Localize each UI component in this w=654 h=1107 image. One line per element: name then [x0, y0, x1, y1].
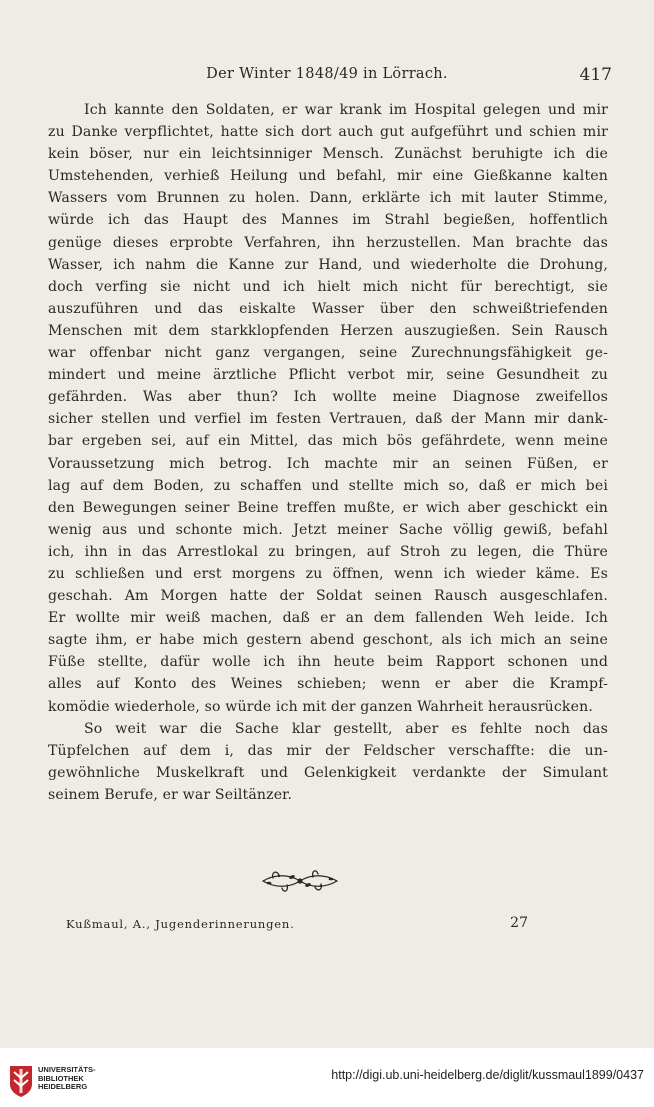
text-line: bar ergeben sei, auf ein Mittel, das mich bös gefährdete, wenn meine	[48, 433, 608, 450]
text-line: sicher stellen und verfiel im festen Vertrauen, daß der Mann mir dank-	[48, 411, 608, 428]
text-line: geschah. Am Morgen hatte der Soldat seinen Rausch ausgeschlafen.	[48, 588, 608, 605]
text-line: kein böser, nur ein leichtsinniger Mensch. Zunächst beruhigte ich die	[48, 146, 608, 163]
running-head	[42, 66, 612, 90]
text-line: war offenbar nicht ganz vergangen, seine Zurechnungsfähigkeit ge-	[48, 345, 608, 362]
text-line: Menschen mit dem starkklopfenden Herzen auszugießen. Sein Rausch	[48, 322, 608, 339]
body-text	[48, 99, 608, 806]
text-line: doch verfing sie nicht und ich hielt mich nicht für berechtigt, sie	[48, 278, 608, 295]
text-line: So weit war die Sache klar gestellt, aber es fehlte noch das	[84, 720, 608, 737]
text-line: sagte ihm, er habe mich gestern abend geschont, als ich mich an seine	[48, 632, 608, 649]
text-line: Ich kannte den Soldaten, er war krank im Hospital gelegen und mir	[84, 102, 608, 118]
library-crest-icon	[8, 1064, 34, 1098]
text-line: gefährden. Was aber thun? Ich wollte meine Diagnose zweifellos	[48, 389, 608, 406]
text-line: alles auf Konto des Weines schieben; wenn er aber die Krampf-	[48, 676, 608, 693]
text-line: seinem Berufe, er war Seiltänzer.	[48, 786, 293, 803]
text-line: Er wollte mir weiß machen, daß er an dem fallenden Weh leide. Ich	[48, 610, 608, 627]
text-line: ich, ihn in das Arrestlokal zu bringen, auf Stroh zu legen, die Thüre	[48, 543, 608, 560]
text-line: Voraussetzung mich betrog. Ich machte mir an seinen Füßen, er	[48, 455, 608, 472]
text-line: den Bewegungen seiner Beine treffen mußte, er wich aber geschickt ein	[48, 499, 608, 516]
text-line: zu schließen und erst morgens zu öffnen, wenn ich wieder käme. Es	[48, 565, 608, 582]
institution-line: HEIDELBERG	[38, 1082, 88, 1091]
running-title: Der Winter 1848/49 in Lörrach.	[206, 66, 448, 82]
text-line: zu Danke verpflichtet, hatte sich dort auch gut aufgeführt und schien mir	[48, 124, 608, 141]
institution-line: BIBLIOTHEK	[38, 1073, 84, 1083]
text-line: mindert und meine ärztliche Pflicht verbot mir, seine Gesundheit zu	[48, 367, 608, 384]
text-line: genüge dieses erprobte Verfahren, ihn herzustellen. Man brachte das	[48, 234, 608, 251]
page-number: 417	[579, 65, 612, 85]
source-url-link[interactable]: http://digi.ub.uni-heidelberg.de/diglit/kussmaul1899/0437	[331, 1068, 644, 1082]
text-line: lag auf dem Boden, zu schaffen und stellte mich so, daß er mich bei	[48, 477, 608, 494]
floral-vignette-icon	[259, 866, 341, 896]
sheet-number: 27	[510, 915, 528, 931]
text-line: Wassers vom Brunnen zu holen. Dann, erklärte ich mit lauter Stimme,	[48, 190, 608, 207]
text-line: gewöhnliche Muskelkraft und Gelenkigkeit verdankte der Simulant	[48, 764, 608, 781]
institution-name	[38, 1066, 96, 1092]
text-line: komödie wiederhole, so würde ich mit der ganzen Wahrheit herausrücken.	[48, 698, 593, 715]
text-line: würde ich das Haupt des Mannes im Strahl begießen, hoffentlich	[48, 212, 608, 229]
text-line: Wasser, ich nahm die Kanne zur Hand, und wiederholte die Drohung,	[48, 256, 608, 273]
digitization-bar	[0, 1048, 654, 1107]
signature-line: Kußmaul, A., Jugenderinnerungen.	[66, 917, 295, 931]
page-footer	[66, 917, 528, 935]
institution-line: UNIVERSITÄTS-	[38, 1065, 96, 1074]
text-line: wenig aus und schonte mich. Jetzt meiner Sache völlig gewiß, befahl	[48, 521, 608, 538]
text-line: auszuführen und das eiskalte Wasser über den schweißtriefenden	[48, 300, 608, 317]
text-line: Umstehenden, verhieß Heilung und befahl, mir eine Gießkanne kalten	[48, 168, 608, 185]
text-line: Füße stellte, dafür wolle ich ihn heute beim Rapport schonen und	[48, 654, 608, 671]
text-line: Tüpfelchen auf dem i, das mir der Feldscher verschaffte: die un-	[48, 742, 608, 759]
